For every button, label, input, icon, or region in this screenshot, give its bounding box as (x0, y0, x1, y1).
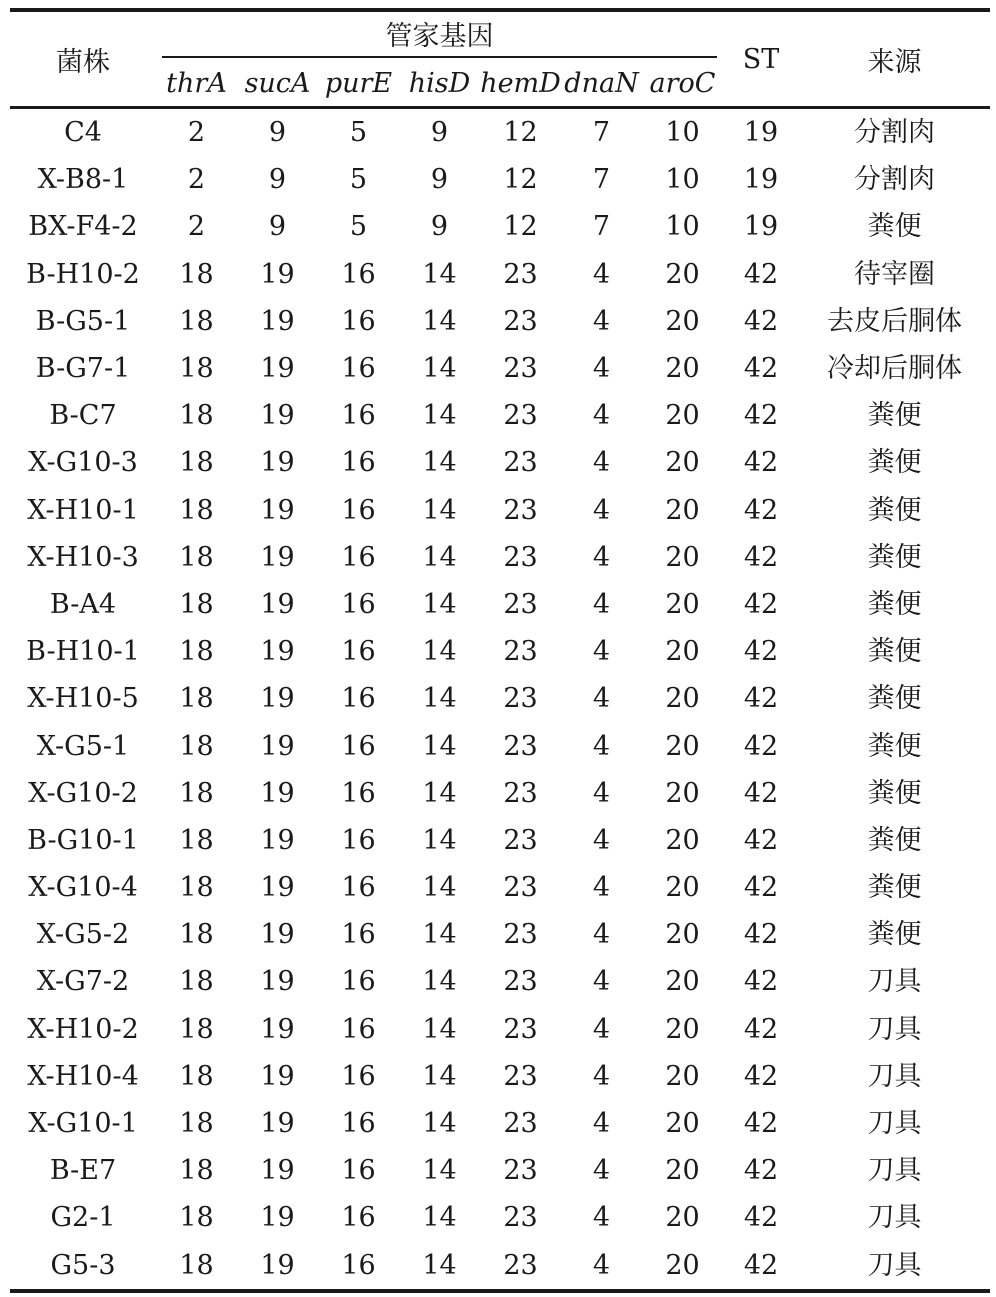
cell-thrA: 18 (179, 258, 214, 290)
cell-st: 42 (743, 305, 779, 337)
cell-aroC: 20 (665, 1060, 700, 1092)
cell-thrA: 18 (179, 447, 214, 479)
cell-strain: B-G10-1 (27, 824, 139, 856)
cell-hemD: 23 (503, 1060, 538, 1092)
cell-source: 粪便 (867, 777, 922, 809)
cell-hisD: 14 (422, 494, 457, 526)
cell-source: 刀具 (867, 1202, 922, 1234)
cell-hisD: 14 (422, 966, 457, 998)
cell-sucA: 19 (260, 447, 295, 479)
cell-st: 42 (743, 730, 779, 762)
cell-source: 粪便 (867, 636, 922, 668)
table-row (10, 203, 990, 250)
cell-hisD: 14 (422, 1108, 457, 1140)
table-row (10, 958, 990, 1005)
cell-dnaN: 4 (561, 1242, 642, 1291)
cell-thrA: 18 (179, 1155, 214, 1187)
cell-dnaN: 4 (592, 919, 611, 951)
cell-source: 粪便 (867, 824, 922, 856)
cell-strain: X-H10-5 (27, 683, 139, 715)
cell-dnaN: 4 (592, 730, 611, 762)
cell-strain: B-H10-2 (26, 258, 140, 290)
cell-st: 42 (743, 1013, 779, 1045)
cell-hemD: 23 (503, 824, 538, 856)
cell-aroC: 10 (665, 164, 700, 196)
cell-aroC: 20 (665, 1013, 700, 1045)
header-group-label: 管家基因 (162, 22, 717, 58)
cell-dnaN: 4 (592, 683, 611, 715)
cell-hemD: 23 (503, 683, 538, 715)
cell-st: 42 (743, 494, 779, 526)
cell-purE: 16 (341, 636, 376, 668)
cell-hisD: 9 (430, 117, 449, 149)
cell-hisD: 14 (422, 541, 457, 573)
cell-hisD: 14 (422, 1013, 457, 1045)
cell-hisD: 14 (422, 258, 457, 290)
cell-hisD: 14 (399, 1242, 480, 1291)
cell-hemD: 23 (503, 353, 538, 385)
cell-purE: 16 (341, 777, 376, 809)
cell-purE: 16 (341, 1108, 376, 1140)
header-gene-purE: purE (318, 60, 399, 108)
cell-st: 42 (743, 1155, 779, 1187)
cell-hisD: 14 (422, 872, 457, 904)
cell-dnaN: 7 (592, 164, 611, 196)
cell-dnaN: 4 (592, 777, 611, 809)
cell-strain: BX-F4-2 (28, 211, 138, 243)
cell-dnaN: 4 (592, 494, 611, 526)
cell-purE: 16 (341, 400, 376, 432)
cell-st: 19 (743, 117, 779, 149)
header-strain: 菌株 (10, 10, 156, 108)
cell-st: 42 (743, 353, 779, 385)
cell-source: 分割肉 (854, 164, 936, 196)
cell-hisD: 14 (422, 588, 457, 620)
table-row (10, 628, 990, 675)
cell-dnaN: 4 (592, 966, 611, 998)
cell-purE: 16 (341, 872, 376, 904)
cell-hemD: 23 (503, 1013, 538, 1045)
cell-hisD: 14 (422, 636, 457, 668)
header-gene-hisD: hisD (399, 60, 480, 108)
cell-aroC: 20 (665, 824, 700, 856)
cell-thrA: 18 (179, 1060, 214, 1092)
cell-sucA: 19 (260, 1060, 295, 1092)
table-row (10, 770, 990, 817)
cell-sucA: 19 (260, 400, 295, 432)
cell-source: 粪便 (867, 588, 922, 620)
cell-strain: B-C7 (49, 400, 117, 432)
cell-purE: 16 (341, 1202, 376, 1234)
cell-thrA: 18 (179, 919, 214, 951)
cell-dnaN: 4 (592, 1155, 611, 1187)
cell-st: 42 (743, 1060, 779, 1092)
table-row (10, 487, 990, 534)
cell-dnaN: 7 (592, 211, 611, 243)
cell-strain: X-H10-4 (27, 1060, 139, 1092)
cell-source: 粪便 (867, 919, 922, 951)
cell-aroC: 20 (665, 258, 700, 290)
header-source: 来源 (799, 10, 990, 108)
cell-purE: 16 (341, 353, 376, 385)
cell-hisD: 14 (422, 400, 457, 432)
cell-sucA: 19 (260, 824, 295, 856)
cell-strain: G2-1 (50, 1202, 116, 1234)
cell-strain: B-G7-1 (35, 353, 131, 385)
cell-strain: B-E7 (49, 1155, 117, 1187)
cell-st: 42 (743, 683, 779, 715)
cell-hisD: 14 (422, 919, 457, 951)
cell-source: 粪便 (867, 683, 922, 715)
table-row (10, 675, 990, 722)
table-row (10, 534, 990, 581)
cell-dnaN: 4 (592, 1202, 611, 1234)
cell-thrA: 2 (187, 164, 206, 196)
cell-sucA: 9 (268, 117, 287, 149)
header-gene-dnaN: dnaN (561, 60, 642, 108)
table-row (10, 345, 990, 392)
cell-source: 粪便 (867, 211, 922, 243)
cell-source: 刀具 (867, 966, 922, 998)
cell-thrA: 18 (179, 494, 214, 526)
cell-st: 42 (743, 258, 779, 290)
cell-hemD: 23 (503, 730, 538, 762)
cell-thrA: 18 (179, 824, 214, 856)
cell-st: 42 (743, 636, 779, 668)
cell-aroC: 20 (665, 1155, 700, 1187)
table-header (10, 10, 990, 108)
cell-hisD: 14 (422, 730, 457, 762)
cell-purE: 16 (341, 1060, 376, 1092)
cell-hemD: 23 (503, 1155, 538, 1187)
cell-sucA: 19 (237, 1242, 318, 1291)
table-row (10, 156, 990, 203)
cell-purE: 5 (349, 211, 368, 243)
cell-st: 42 (743, 919, 779, 951)
cell-hemD: 23 (503, 636, 538, 668)
cell-strain: X-H10-3 (27, 541, 139, 573)
cell-hemD: 23 (503, 872, 538, 904)
cell-source: 刀具 (867, 1013, 922, 1045)
cell-thrA: 18 (156, 1242, 237, 1291)
cell-source: 粪便 (867, 730, 922, 762)
cell-purE: 16 (341, 447, 376, 479)
cell-aroC: 20 (665, 1202, 700, 1234)
cell-sucA: 19 (260, 1202, 295, 1234)
cell-purE: 16 (341, 824, 376, 856)
cell-source: 粪便 (867, 447, 922, 479)
table-body (10, 108, 990, 1291)
table-row (10, 911, 990, 958)
cell-source: 粪便 (867, 872, 922, 904)
cell-strain: X-G7-2 (36, 966, 130, 998)
cell-aroC: 20 (665, 494, 700, 526)
cell-sucA: 19 (260, 1108, 295, 1140)
cell-purE: 16 (341, 683, 376, 715)
table-row (10, 439, 990, 486)
cell-source: 粪便 (867, 400, 922, 432)
cell-purE: 16 (341, 1155, 376, 1187)
table-row (10, 1194, 990, 1241)
cell-sucA: 19 (260, 777, 295, 809)
cell-dnaN: 4 (592, 636, 611, 668)
cell-hemD: 12 (503, 164, 538, 196)
cell-dnaN: 4 (592, 1060, 611, 1092)
cell-hemD: 23 (503, 1202, 538, 1234)
cell-sucA: 19 (260, 1013, 295, 1045)
cell-st: 42 (743, 400, 779, 432)
cell-purE: 16 (341, 494, 376, 526)
cell-st: 19 (743, 164, 779, 196)
table-row (10, 298, 990, 345)
cell-sucA: 19 (260, 1155, 295, 1187)
cell-st: 19 (743, 211, 779, 243)
table-row (10, 817, 990, 864)
cell-strain: X-G10-2 (28, 777, 138, 809)
cell-hemD: 23 (480, 1242, 561, 1291)
cell-aroC: 10 (665, 211, 700, 243)
table-row (10, 581, 990, 628)
cell-aroC: 20 (665, 305, 700, 337)
cell-hemD: 23 (503, 258, 538, 290)
cell-hisD: 14 (422, 305, 457, 337)
cell-hisD: 14 (422, 353, 457, 385)
cell-hemD: 23 (503, 447, 538, 479)
table-row (10, 251, 990, 298)
cell-dnaN: 4 (592, 447, 611, 479)
cell-source: 刀具 (867, 1108, 922, 1140)
cell-thrA: 18 (179, 353, 214, 385)
cell-purE: 16 (341, 258, 376, 290)
cell-dnaN: 4 (592, 258, 611, 290)
cell-aroC: 20 (665, 966, 700, 998)
header-st: ST (723, 10, 799, 108)
cell-thrA: 18 (179, 966, 214, 998)
cell-aroC: 20 (642, 1242, 723, 1291)
cell-dnaN: 4 (592, 400, 611, 432)
cell-purE: 16 (341, 966, 376, 998)
cell-thrA: 18 (179, 541, 214, 573)
header-gene-hemD: hemD (480, 60, 561, 108)
cell-source: 粪便 (867, 494, 922, 526)
header-gene-thrA: thrA (156, 60, 237, 108)
cell-dnaN: 4 (592, 1108, 611, 1140)
cell-aroC: 20 (665, 400, 700, 432)
cell-hemD: 23 (503, 400, 538, 432)
cell-sucA: 9 (268, 164, 287, 196)
cell-st: 42 (743, 541, 779, 573)
cell-hemD: 23 (503, 305, 538, 337)
cell-dnaN: 4 (592, 824, 611, 856)
cell-st: 42 (743, 1108, 779, 1140)
cell-aroC: 20 (665, 1108, 700, 1140)
mlst-table (10, 8, 990, 1293)
cell-aroC: 20 (665, 730, 700, 762)
cell-dnaN: 4 (592, 541, 611, 573)
cell-thrA: 18 (179, 730, 214, 762)
cell-thrA: 18 (179, 1202, 214, 1234)
cell-hisD: 14 (422, 777, 457, 809)
cell-st: 42 (743, 588, 779, 620)
cell-st: 42 (743, 447, 779, 479)
cell-aroC: 10 (665, 117, 700, 149)
cell-aroC: 20 (665, 541, 700, 573)
table-row (10, 1006, 990, 1053)
cell-st: 42 (743, 777, 779, 809)
cell-source: 冷却后胴体 (827, 353, 963, 385)
cell-thrA: 18 (179, 305, 214, 337)
cell-dnaN: 4 (592, 1013, 611, 1045)
cell-hemD: 23 (503, 966, 538, 998)
cell-thrA: 18 (179, 872, 214, 904)
cell-hemD: 23 (503, 919, 538, 951)
cell-aroC: 20 (665, 683, 700, 715)
cell-sucA: 19 (260, 588, 295, 620)
cell-dnaN: 4 (592, 588, 611, 620)
table-row (10, 722, 990, 769)
cell-source: 刀具 (867, 1060, 922, 1092)
cell-purE: 16 (341, 730, 376, 762)
cell-hisD: 14 (422, 1202, 457, 1234)
cell-aroC: 20 (665, 636, 700, 668)
cell-hisD: 9 (430, 211, 449, 243)
cell-aroC: 20 (665, 872, 700, 904)
cell-sucA: 19 (260, 683, 295, 715)
cell-source: 去皮后胴体 (827, 305, 963, 337)
cell-dnaN: 4 (592, 305, 611, 337)
cell-aroC: 20 (665, 588, 700, 620)
cell-aroC: 20 (665, 353, 700, 385)
cell-purE: 5 (349, 117, 368, 149)
cell-sucA: 19 (260, 258, 295, 290)
cell-strain: B-A4 (49, 588, 117, 620)
cell-source: 待宰圈 (854, 258, 936, 290)
cell-hemD: 12 (503, 211, 538, 243)
cell-dnaN: 4 (592, 353, 611, 385)
table-row (10, 864, 990, 911)
cell-thrA: 18 (179, 683, 214, 715)
cell-thrA: 18 (179, 636, 214, 668)
cell-aroC: 20 (665, 919, 700, 951)
cell-hisD: 14 (422, 824, 457, 856)
cell-aroC: 20 (665, 777, 700, 809)
cell-st: 42 (743, 872, 779, 904)
cell-hisD: 14 (422, 447, 457, 479)
cell-source: 刀具 (799, 1242, 990, 1291)
cell-thrA: 18 (179, 400, 214, 432)
cell-st: 42 (743, 824, 779, 856)
cell-strain: X-G10-4 (28, 872, 138, 904)
table-row (10, 392, 990, 439)
cell-hisD: 9 (430, 164, 449, 196)
cell-sucA: 19 (260, 305, 295, 337)
cell-thrA: 2 (187, 117, 206, 149)
cell-dnaN: 7 (592, 117, 611, 149)
cell-hemD: 23 (503, 494, 538, 526)
cell-st: 42 (743, 1202, 779, 1234)
cell-hisD: 14 (422, 1155, 457, 1187)
cell-hemD: 23 (503, 1108, 538, 1140)
cell-source: 粪便 (867, 541, 922, 573)
table-row (10, 1100, 990, 1147)
cell-purE: 5 (349, 164, 368, 196)
cell-hemD: 12 (503, 117, 538, 149)
table-row (10, 1053, 990, 1100)
cell-strain: B-H10-1 (26, 636, 140, 668)
cell-purE: 16 (341, 919, 376, 951)
table-row (10, 1147, 990, 1194)
cell-sucA: 9 (268, 211, 287, 243)
cell-purE: 16 (341, 305, 376, 337)
header-gene-sucA: sucA (237, 60, 318, 108)
cell-sucA: 19 (260, 494, 295, 526)
header-gene-aroC: aroC (642, 60, 723, 108)
cell-sucA: 19 (260, 353, 295, 385)
cell-strain: X-G10-1 (28, 1108, 138, 1140)
cell-purE: 16 (341, 541, 376, 573)
cell-strain: B-G5-1 (35, 305, 131, 337)
cell-dnaN: 4 (592, 872, 611, 904)
cell-strain: X-G5-1 (36, 730, 130, 762)
cell-purE: 16 (318, 1242, 399, 1291)
cell-hemD: 23 (503, 541, 538, 573)
cell-sucA: 19 (260, 636, 295, 668)
cell-strain: C4 (64, 117, 102, 149)
cell-sucA: 19 (260, 541, 295, 573)
cell-hemD: 23 (503, 777, 538, 809)
cell-thrA: 18 (179, 588, 214, 620)
cell-thrA: 18 (179, 1108, 214, 1140)
cell-purE: 16 (341, 588, 376, 620)
cell-sucA: 19 (260, 730, 295, 762)
cell-aroC: 20 (665, 447, 700, 479)
cell-strain: X-G10-3 (28, 447, 138, 479)
cell-sucA: 19 (260, 919, 295, 951)
cell-thrA: 18 (179, 777, 214, 809)
cell-st: 42 (723, 1242, 799, 1291)
cell-source: 分割肉 (854, 117, 936, 149)
cell-thrA: 2 (187, 211, 206, 243)
cell-strain: X-H10-2 (27, 1013, 139, 1045)
table-row (10, 108, 990, 157)
cell-source: 刀具 (867, 1155, 922, 1187)
cell-thrA: 18 (179, 1013, 214, 1045)
header-housekeeping-genes (156, 10, 723, 60)
cell-purE: 16 (341, 1013, 376, 1045)
cell-strain: X-G5-2 (36, 919, 130, 951)
cell-st: 42 (743, 966, 779, 998)
cell-hemD: 23 (503, 588, 538, 620)
cell-sucA: 19 (260, 966, 295, 998)
cell-strain: G5-3 (10, 1242, 156, 1291)
cell-sucA: 19 (260, 872, 295, 904)
cell-hisD: 14 (422, 683, 457, 715)
cell-strain: X-H10-1 (27, 494, 139, 526)
table-row (10, 1242, 990, 1291)
cell-strain: X-B8-1 (37, 164, 129, 196)
cell-hisD: 14 (422, 1060, 457, 1092)
